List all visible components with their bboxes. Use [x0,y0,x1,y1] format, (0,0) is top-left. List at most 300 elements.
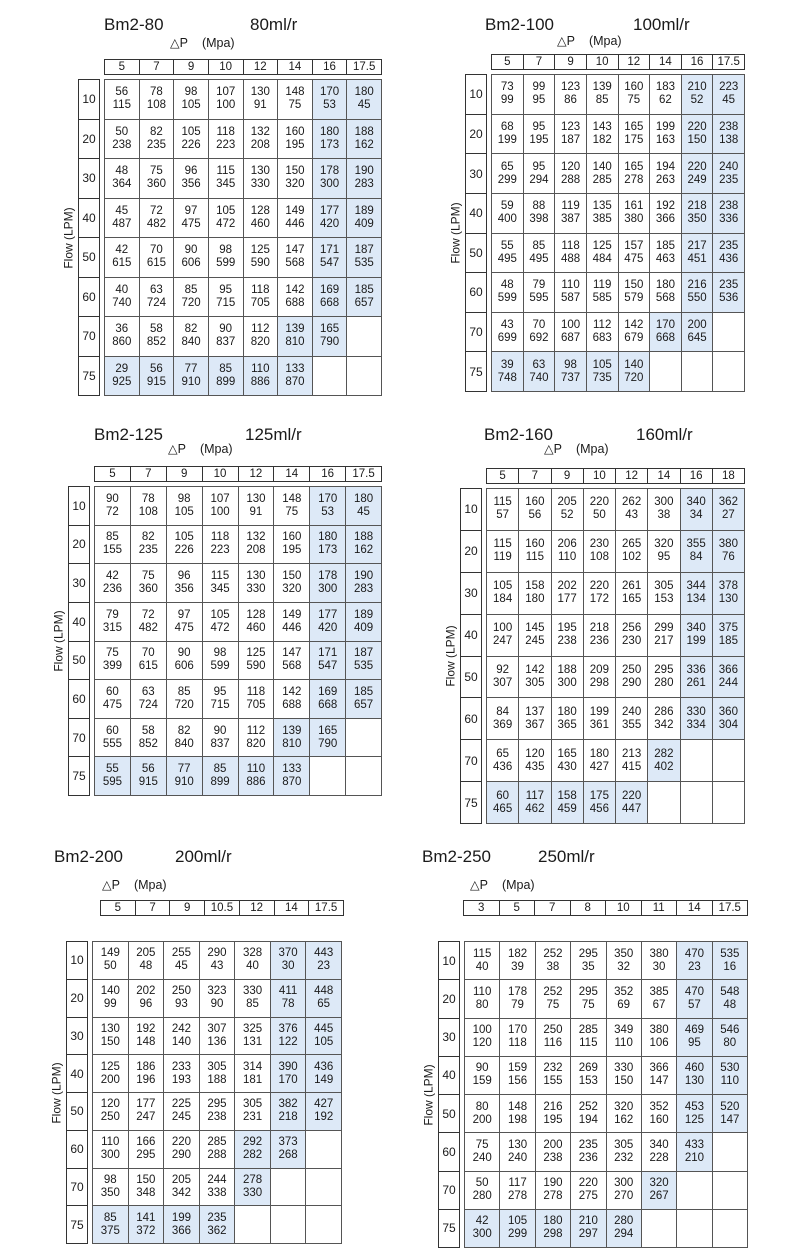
speed-value: 149 [285,204,305,217]
speed-value: 255 [171,947,191,960]
speed-value: 115 [216,165,235,178]
data-cell [235,979,271,1017]
speed-value: 202 [136,985,156,998]
data-cell [606,1056,641,1094]
speed-value: 445 [314,1022,334,1035]
speed-value: 199 [171,1211,191,1224]
torque-value: 925 [112,375,132,388]
speed-value: 90 [475,1062,489,1075]
data-cell [208,356,243,396]
speed-value: 352 [614,985,634,998]
torque-value: 232 [614,1151,634,1164]
data-cell [523,273,555,313]
torque-value: 475 [102,698,123,711]
flow-value: 75 [69,757,90,796]
delta-p-label: △P [544,442,562,456]
table-row [465,980,748,1018]
speed-value: 295 [578,947,598,960]
table-row [487,782,745,824]
speed-value: 161 [624,200,644,213]
data-cell [208,198,243,238]
torque-value: 447 [622,802,642,815]
torque-value: 409 [353,621,374,634]
data-cell [166,564,202,603]
pressure-value: 12 [616,469,648,484]
data-cell [487,656,519,698]
speed-value: 105 [210,608,230,621]
speed-value: 130 [507,1138,528,1151]
torque-value: 350 [687,213,707,226]
torque-value: 886 [246,776,266,789]
flow-value: 70 [466,312,487,352]
speed-value: 183 [655,81,676,94]
table-row [492,273,745,313]
data-cell [712,489,744,531]
pressure-unit-label: (Mpa) [133,878,167,892]
torque-value: 163 [655,133,676,146]
torque-value: 245 [525,635,545,648]
data-cell [500,1095,535,1133]
data-cell [199,942,235,980]
data-cell [243,198,278,238]
speed-value: 100 [560,319,581,332]
torque-value: 198 [507,1113,528,1126]
torque-value: 115 [112,99,131,112]
data-cell [713,352,745,392]
flow-value: 40 [461,614,482,656]
data-cell [583,572,615,614]
speed-value: 218 [687,200,707,213]
pressure-value: 7 [519,469,551,484]
torque-value: 90 [210,998,224,1011]
torque-value: 244 [718,676,738,689]
data-cell [583,656,615,698]
speed-value: 262 [622,496,642,509]
speed-value: 117 [525,789,545,802]
speed-value: 159 [507,1062,528,1075]
table-row [95,718,382,757]
data-cell [238,680,274,719]
torque-value: 615 [138,660,158,673]
flow-value: 20 [69,525,90,564]
pressure-value: 17.5 [712,901,748,916]
data-cell [95,641,131,680]
pressure-value: 17.5 [309,901,344,916]
speed-value: 80 [475,1100,489,1113]
data-cell [105,198,140,238]
speed-value: 90 [177,647,191,660]
data-cell [681,233,713,273]
data-cell [270,1206,306,1244]
torque-value: 899 [216,375,236,388]
data-cell [347,80,382,120]
data-cell [105,159,140,199]
speed-value: 169 [319,283,340,296]
torque-value: 238 [112,138,132,151]
data-cell [93,979,129,1017]
speed-value: 469 [684,1024,705,1037]
speed-value: 117 [508,1177,527,1190]
data-cell [274,487,310,526]
speed-value: 68 [500,120,514,133]
data-cell [650,233,682,273]
data-cell [681,312,713,352]
speed-value: 216 [543,1100,563,1113]
torque-value: 148 [136,1035,156,1048]
speed-value: 125 [592,239,612,252]
torque-value: 228 [649,1151,669,1164]
speed-value: 29 [115,362,129,375]
table-row [487,572,745,614]
torque-value: 372 [136,1224,156,1237]
speed-value: 194 [655,160,676,173]
flow-axis-label [50,486,68,796]
torque-value: 495 [529,252,549,265]
speed-value: 158 [525,580,545,593]
pressure-value: 8 [570,901,606,916]
torque-value: 110 [557,551,577,564]
torque-value: 159 [472,1075,492,1088]
data-cell [278,159,313,199]
speed-value: 305 [614,1138,634,1151]
torque-value: 298 [589,676,609,689]
model-title: Bm2-125 [94,425,163,444]
speed-value: 320 [649,1177,669,1190]
data-cell [174,356,209,396]
data-cell [128,1017,164,1055]
data-cell [465,1209,500,1247]
torque-value: 108 [138,505,158,518]
data-cell [680,740,712,782]
speed-value: 216 [687,279,707,292]
speed-value: 200 [543,1138,563,1151]
speed-value: 85 [103,1211,117,1224]
data-cell [713,273,745,313]
torque-value: 687 [560,332,581,345]
speed-value: 135 [592,200,612,213]
torque-value: 105 [174,505,194,518]
displacement-label: 80ml/r [250,15,298,34]
data-cell [535,1018,570,1056]
data-cell [650,312,682,352]
torque-value: 840 [174,737,194,750]
data-cell [555,273,587,313]
data-cell [208,238,243,278]
table-panel-bm2-250 [420,847,748,1250]
speed-value: 72 [150,204,163,217]
speed-value: 470 [684,947,705,960]
torque-value: 96 [139,998,153,1011]
data-cell [555,193,587,233]
torque-value: 223 [216,138,236,151]
speed-value: 143 [592,120,612,133]
speed-value: 171 [319,244,340,257]
data-cell [199,1168,235,1206]
flow-value: 40 [67,1055,88,1093]
data-cell [519,572,551,614]
data-cell [616,614,648,656]
speed-value: 82 [141,531,155,544]
speed-value: 50 [475,1177,489,1190]
torque-value: 195 [285,138,305,151]
data-cell [712,980,747,1018]
data-cell [618,233,650,273]
pressure-axis-label [470,877,535,892]
speed-value: 235 [719,239,739,252]
data-cell [166,718,202,757]
torque-value: 50 [103,960,117,973]
speed-value: 132 [246,531,266,544]
torque-value: 110 [720,1075,739,1088]
speed-value: 220 [687,160,707,173]
torque-value: 820 [250,336,270,349]
data-cell [519,489,551,531]
data-cell [93,1130,129,1168]
speed-value: 105 [181,125,201,138]
flow-value: 30 [79,159,100,199]
speed-value: 252 [543,985,563,998]
data-cell [713,154,745,194]
torque-value: 692 [529,332,549,345]
torque-value: 170 [278,1073,298,1086]
torque-value: 173 [318,544,338,557]
data-cell [130,602,166,641]
torque-value: 840 [181,336,201,349]
data-cell [616,572,648,614]
torque-value: 240 [507,1151,528,1164]
table-row [492,154,745,194]
table-row [487,698,745,740]
data-cell [650,114,682,154]
displacement-label: 100ml/r [633,15,690,34]
torque-value: 199 [497,133,517,146]
speed-value: 199 [589,705,609,718]
speed-value: 355 [686,538,706,551]
speed-value: 70 [532,319,546,332]
torque-value: 75 [288,99,302,112]
data-cell [105,238,140,278]
pressure-value: 14 [677,901,713,916]
torque-value: 415 [622,760,642,773]
torque-value: 615 [146,257,167,270]
torque-value: 451 [687,252,707,265]
speed-value: 190 [543,1177,563,1190]
speed-value: 45 [115,204,129,217]
speed-value: 185 [655,239,676,252]
torque-value: 348 [136,1186,156,1199]
torque-value: 735 [592,371,612,384]
speed-value: 148 [285,86,305,99]
torque-value: 138 [719,133,739,146]
torque-value: 65 [317,998,331,1011]
data-cell [551,656,583,698]
flow-value: 60 [466,273,487,313]
delta-p-label: △P [470,878,488,892]
data-cell [648,489,680,531]
speed-value: 85 [213,763,227,776]
performance-table [464,941,748,1248]
torque-value: 720 [624,371,644,384]
data-cell [681,193,713,233]
speed-value: 90 [213,724,227,737]
speed-value: 180 [655,279,676,292]
table-row [105,277,382,317]
flow-value: 30 [69,564,90,603]
torque-value: 679 [624,332,644,345]
torque-value: 283 [354,178,374,191]
pressure-value: 7 [523,55,555,70]
torque-value: 280 [472,1190,492,1203]
speed-value: 130 [250,86,270,99]
data-cell [199,1206,235,1244]
data-cell [500,1056,535,1094]
data-cell [347,277,382,317]
speed-value: 118 [246,685,266,698]
torque-value: 69 [617,998,631,1011]
pressure-value: 14 [274,901,309,916]
torque-value: 185 [718,635,738,648]
table-row [492,352,745,392]
speed-value: 256 [622,622,642,635]
speed-value: 150 [136,1173,156,1186]
speed-value: 340 [686,622,706,635]
flow-value: 75 [466,352,487,392]
data-cell [235,1130,271,1168]
speed-value: 217 [687,239,707,252]
torque-value: 80 [723,1037,737,1050]
speed-value: 190 [354,165,374,178]
torque-value: 105 [314,1035,334,1048]
data-cell [164,1130,200,1168]
data-cell [583,489,615,531]
speed-value: 150 [282,570,302,583]
torque-value: 870 [282,776,302,789]
speed-value: 63 [532,358,546,371]
speed-value: 170 [655,319,676,332]
torque-value: 43 [210,960,224,973]
speed-value: 148 [507,1100,528,1113]
data-cell [346,757,382,796]
torque-value: 91 [253,99,267,112]
torque-value: 43 [625,509,639,522]
data-cell [616,740,648,782]
flow-value: 75 [79,356,100,396]
torque-value: 196 [136,1073,156,1086]
torque-value: 72 [106,505,119,518]
data-cell [586,233,618,273]
speed-value: 160 [282,531,302,544]
data-cell [487,782,519,824]
torque-value: 136 [207,1035,227,1048]
pressure-value: 10 [606,901,642,916]
speed-value: 535 [720,947,740,960]
torque-value: 300 [472,1228,492,1241]
torque-value: 75 [546,998,560,1011]
torque-value: 364 [112,178,132,191]
data-cell [583,740,615,782]
speed-value: 120 [100,1098,120,1111]
torque-value: 240 [472,1151,492,1164]
torque-value: 475 [624,252,644,265]
pressure-value: 10.5 [205,901,240,916]
torque-value: 278 [624,173,644,186]
flow-value: 50 [67,1093,88,1131]
data-cell [139,317,174,357]
data-cell [130,641,166,680]
data-cell [235,942,271,980]
data-cell [274,680,310,719]
speed-value: 376 [278,1022,298,1035]
data-cell [95,564,131,603]
data-cell [500,1018,535,1056]
speed-value: 130 [250,165,270,178]
data-cell [199,979,235,1017]
data-cell [93,1168,129,1206]
data-cell [677,1095,712,1133]
pressure-value: 17.5 [347,60,382,75]
table-row [93,1206,342,1244]
torque-value: 899 [210,776,230,789]
flow-value: 30 [461,572,482,614]
torque-value: 362 [207,1224,227,1237]
torque-value: 360 [138,583,158,596]
speed-value: 300 [614,1177,634,1190]
torque-value: 463 [655,252,676,265]
data-cell [648,614,680,656]
data-cell [487,572,519,614]
speed-value: 178 [319,165,340,178]
speed-value: 366 [649,1062,669,1075]
data-cell [681,154,713,194]
torque-value: 852 [138,737,158,750]
speed-value: 220 [622,789,642,802]
data-cell [139,238,174,278]
speed-value: 220 [687,120,707,133]
data-cell [555,233,587,273]
speed-value: 65 [500,160,514,173]
torque-value: 149 [314,1073,334,1086]
speed-value: 189 [353,608,374,621]
table-row [492,75,745,115]
speed-value: 112 [251,323,270,336]
torque-value: 247 [136,1111,156,1124]
speed-value: 470 [684,985,705,998]
torque-value: 226 [181,138,201,151]
torque-value: 249 [687,173,707,186]
speed-value: 177 [136,1098,156,1111]
speed-value: 140 [100,985,120,998]
data-cell [93,1093,129,1131]
data-cell [202,641,238,680]
table-row [492,233,745,273]
data-cell [166,757,202,796]
data-cell [618,114,650,154]
data-cell [648,740,680,782]
torque-value: 263 [655,173,676,186]
speed-value: 382 [278,1098,298,1111]
torque-value: 62 [659,94,672,107]
torque-value: 810 [282,737,302,750]
data-cell [487,614,519,656]
speed-value: 240 [719,160,739,173]
torque-value: 45 [722,94,736,107]
speed-value: 182 [507,947,528,960]
data-cell [583,698,615,740]
data-cell [586,273,618,313]
pressure-value: 9 [170,901,205,916]
pressure-value: 10 [202,467,238,482]
torque-value: 487 [112,217,132,230]
